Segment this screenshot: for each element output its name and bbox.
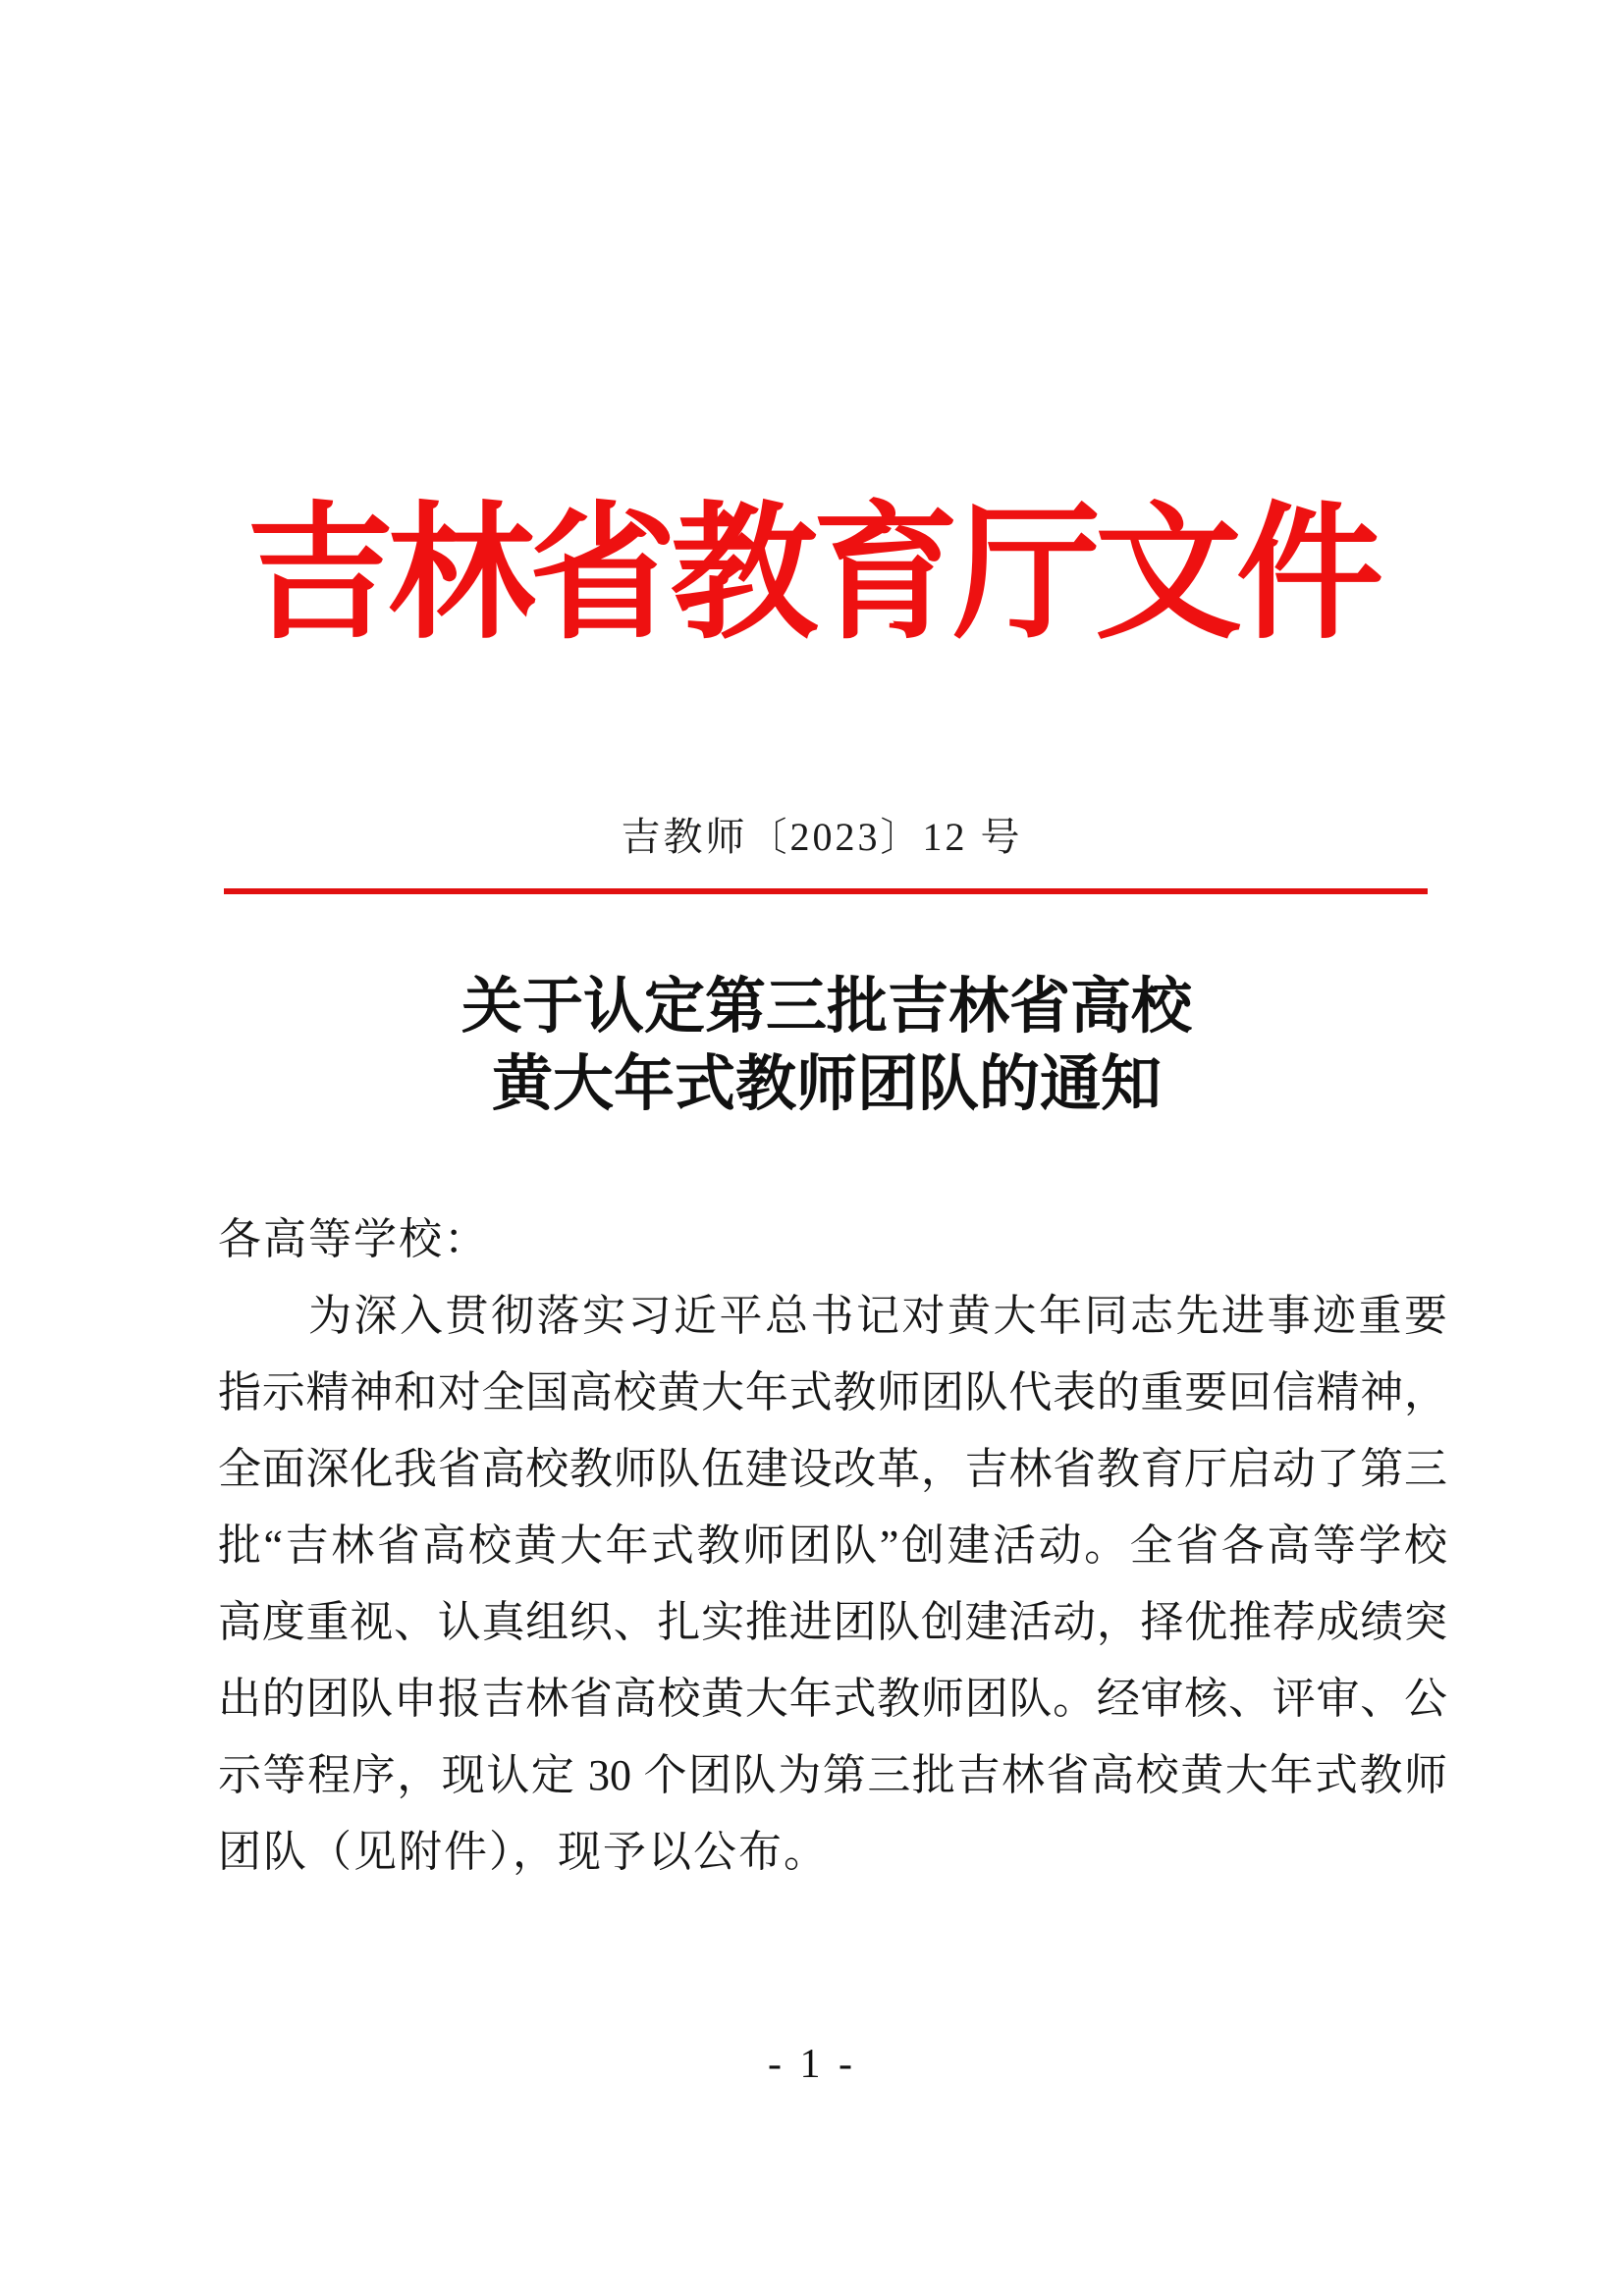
body-paragraph-line: 出的团队申报吉林省高校黄大年式教师团队。经审核、评审、公: [218, 1675, 1447, 1723]
body-paragraph-line: 示等程序，现认定 30 个团队为第三批吉林省高校黄大年式教师: [218, 1751, 1447, 1799]
document-body: [218, 1201, 1447, 1891]
red-divider-line: [224, 888, 1428, 894]
document-title-line-2: 黄大年式教师团队的通知: [491, 1051, 1162, 1118]
body-paragraph-line: 指示精神和对全国高校黄大年式教师团队代表的重要回信精神，: [218, 1368, 1447, 1416]
body-paragraph-line: 全面深化我省高校教师队伍建设改革，吉林省教育厅启动了第三: [218, 1445, 1447, 1493]
document-title-line-1: 关于认定第三批吉林省高校: [460, 974, 1192, 1041]
body-paragraph-line: 批“吉林省高校黄大年式教师团队”创建活动。全省各高等学校: [218, 1522, 1447, 1570]
document-number: 吉教师〔2023〕12 号: [621, 815, 1023, 859]
page-number: - 1 -: [768, 2042, 856, 2087]
document-title: [29, 969, 1624, 1124]
salutation: 各高等学校：: [218, 1215, 489, 1263]
body-paragraph-line: 为深入贯彻落实习近平总书记对黄大年同志先进事迹重要: [308, 1292, 1447, 1340]
body-paragraph-line: 团队（见附件），现予以公布。: [218, 1828, 829, 1876]
agency-title: 吉林省教育厅文件: [245, 494, 1378, 657]
body-paragraph-line: 高度重视、认真组织、扎实推进团队创建活动，择优推荐成绩突: [218, 1598, 1447, 1646]
